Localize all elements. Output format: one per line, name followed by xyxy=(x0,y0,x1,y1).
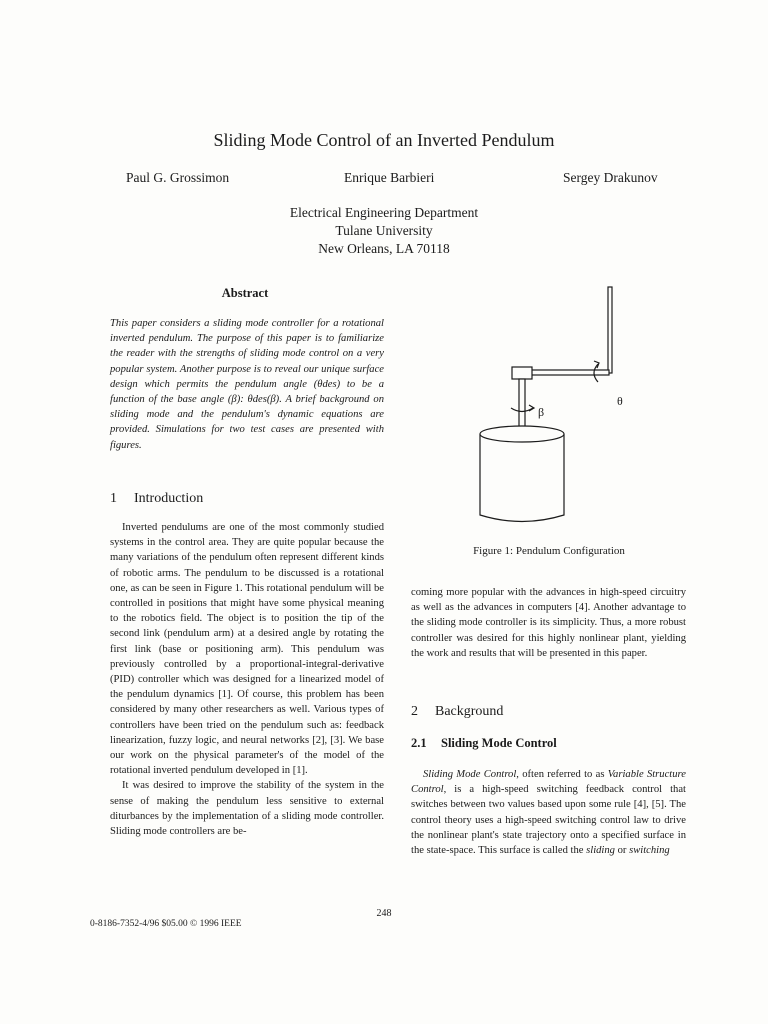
section-number: 1 xyxy=(110,491,117,506)
section-heading-background xyxy=(411,704,503,720)
subsection-heading xyxy=(411,736,557,751)
figure-caption: Figure 1: Pendulum Configuration xyxy=(473,545,625,557)
copyright-footer: 0-8186-7352-4/96 $05.00 © 1996 IEEE xyxy=(90,919,242,929)
emphasis: Sliding Mode Control xyxy=(423,769,517,780)
section-title: Introduction xyxy=(134,491,204,506)
emphasis: sliding xyxy=(586,845,615,857)
emphasis: Variable Structure Control xyxy=(411,769,686,796)
beta-label: β xyxy=(538,405,545,419)
paragraph: It was desired to improve the stability of the system in the sense of making the pendulum less sensitive to external diturbances by the implementation of a sliding mode controller. Sliding mode controllers are be- xyxy=(110,780,384,838)
theta-label: θ xyxy=(617,394,623,408)
author-name: Paul G. Grossimon xyxy=(126,170,230,185)
base-cylinder xyxy=(480,434,564,522)
affiliation-line: Electrical Engineering Department xyxy=(289,205,479,220)
abstract-heading: Abstract xyxy=(221,286,269,300)
paragraph: Inverted pendulums are one of the most commonly studied systems in the control area. They are quite popular because the many variations of the pendulum often represent different kinds of robotic arms. The pendulum to be discussed is a rotational one, as can be seen in Figure 1. This rotational pendulum will be controlled in positions that might have some physical meaning to the robotics field. The object is to position the tip of the second link (pendulum arm) at a desired angle by rotating the first link (base or positioning arm). This pendulum was previously controlled by a proportional-integral-derivative (PID) controller which was designed for a linearized model of the pendulum dynamics [1]. Of course, this problem has been considered by many other researchers as well. Various types of controllers have been tried on the pendulum such as: feedback linearization, fuzzy logic, and neural networks [2], [3]. We base our work on the physical parameter's of the model of the rotational inverted pendulum developed in [1]. xyxy=(110,522,385,777)
affiliation-line: New Orleans, LA 70118 xyxy=(318,241,450,256)
pendulum-arm xyxy=(608,287,612,373)
text-run: , often referred to as xyxy=(516,769,608,780)
introduction-body xyxy=(110,520,384,839)
abstract-text: This paper considers a sliding mode controller for a rotational inverted pendulum. The purpose of this paper is to familiarize the reader with the strengths of sliding mode control on a very popular system. Another purpose is to reveal our unique surface design which permits the pendulum angle (θdes) to be a function of the base angle (β): θdes(β). A brief background on sliding mode and the pendulum's dynamic equations are provided. Simulations for two test cases are presented with figures. xyxy=(110,318,384,451)
section-heading-introduction xyxy=(110,491,203,507)
text-run: or xyxy=(614,845,630,857)
author-name: Sergey Drakunov xyxy=(563,170,658,185)
section-number: 2 xyxy=(411,704,418,719)
beta-arrow-head xyxy=(529,405,534,411)
paragraph: coming more popular with the advances in high-speed circuitry as well as the advances in computers [4]. Another advantage to the sliding mode controller is its simplicity. Thus, a more robust controller was desired for this highly nonlinear plant, yielding the work and results that will be presented in this paper. xyxy=(411,587,686,659)
base-cylinder-top xyxy=(480,426,564,442)
hub-block xyxy=(512,367,532,379)
section-title: Background xyxy=(435,704,504,719)
shaft xyxy=(519,379,525,430)
text-run: , is a high-speed switching feedback control that switches between two values based upon some rule [4], [5]. The control theory uses a high-speed switching control law to drive the nonlinear plant's state trajectory onto a specified surface in the state-space. This surface is called the xyxy=(411,784,686,857)
base-arm xyxy=(525,370,609,375)
pendulum-figure xyxy=(470,280,640,530)
paragraph xyxy=(411,767,686,858)
paper-title: Sliding Mode Control of an Inverted Pendulum xyxy=(213,130,555,150)
emphasis: switching xyxy=(629,845,670,857)
author-name: Enrique Barbieri xyxy=(344,170,435,185)
continued-paragraph xyxy=(411,585,686,661)
background-body xyxy=(411,767,686,858)
subsection-title: Sliding Mode Control xyxy=(441,736,557,750)
affiliation xyxy=(0,204,768,258)
page-number: 248 xyxy=(376,908,392,919)
affiliation-line: Tulane University xyxy=(335,223,433,238)
subsection-number: 2.1 xyxy=(411,736,427,750)
